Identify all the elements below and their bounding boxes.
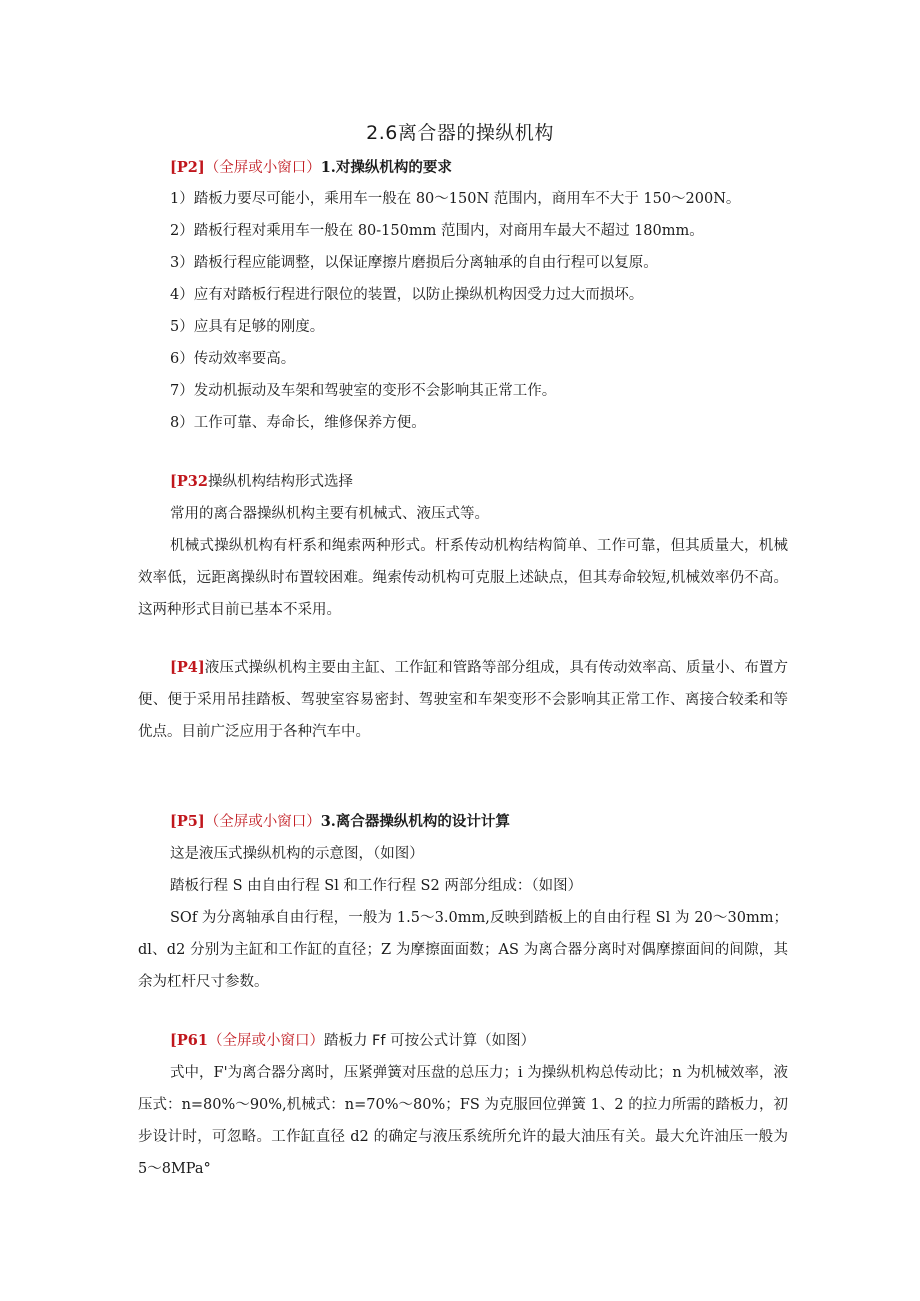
page-title: 2.6离合器的操纵机构 [366,122,554,144]
section1-fullscreen-link[interactable]: （全屏或小窗口） [204,160,321,176]
requirement-item-5: 5）应具有足够的刚度。 [170,319,325,335]
section4-title: 3.离合器操纵机构的设计计算 [320,813,510,830]
requirement-item-6: 6）传动效率要高。 [170,351,296,367]
section4-tag: [P5] [170,813,205,830]
section1-heading [170,158,452,178]
section2-para-1: 常用的离合器操纵机构主要有机械式、液压式等。 [170,506,489,522]
section5-para: 式中，F'为离合器分离时，压紧弹簧对压盘的总压力；i 为操纵机构总传动比；n 为机械效率，液压式：n=80%～90%,机械式：n=70%～80%；FS 为克服回位弹簧 1、2 的拉力所需的踏板力，初步设计时，可忽略。工作缸直径 d2 的确定与液压系统所允许的最大油压有关。最大允许油压一般为 5～8MPa° [138,1065,788,1177]
section1-title: 1.对操纵机构的要求 [320,159,452,176]
section4-line-2: 踏板行程 S 由自由行程 Sl 和工作行程 S2 两部分组成：（如图） [170,878,583,894]
section2-title: 操纵机构结构形式选择 [207,474,353,490]
requirement-item-7: 7）发动机振动及车架和驾驶室的变形不会影响其正常工作。 [170,383,557,399]
section3-para [138,652,788,748]
section4-line-1: 这是液压式操纵机构的示意图，（如图） [170,846,424,862]
requirement-item-1: 1）踏板力要尽可能小，乘用车一般在 80～150N 范围内，商用车不大于 150～200N。 [170,191,741,207]
section5-tag: [P61 [170,1032,208,1049]
section3-text: 液压式操纵机构主要由主缸、工作缸和管路等部分组成，具有传动效率高、质量小、布置方便、便于采用吊挂踏板、驾驶室容易密封、驾驶室和车架变形不会影响其正常工作、离接合较柔和等优点。目前广泛应用于各种汽车中。 [138,660,788,740]
section5-fullscreen-link[interactable]: （全屏或小窗口） [207,1033,324,1049]
section4-heading [170,812,510,832]
section3-tag: [P4] [170,659,205,676]
section4-para: SOf 为分离轴承自由行程，一般为 1.5～3.0mm,反映到踏板上的自由行程 Sl 为 20～30mm；dl、d2 分别为主缸和工作缸的直径；Z 为摩擦面面数；AS 为离合器分离时对偶摩擦面间的间隙，其余为杠杆尺寸参数。 [138,910,788,990]
requirement-item-8: 8）工作可靠、寿命长，维修保养方便。 [170,415,426,431]
section5-title: 踏板力 Ff 可按公式计算（如图） [323,1033,536,1049]
section2-tag: [P32 [170,473,208,490]
requirement-item-2: 2）踏板行程对乘用车一般在 80-150mm 范围内，对商用车最大不超过 180mm。 [170,223,704,239]
section4-fullscreen-link[interactable]: （全屏或小窗口） [204,814,321,830]
requirement-item-3: 3）踏板行程应能调整，以保证摩擦片磨损后分离轴承的自由行程可以复原。 [170,255,658,271]
section1-tag: [P2] [170,159,205,176]
section2-heading [170,472,353,492]
section2-para-2: 机械式操纵机构有杆系和绳索两种形式。杆系传动机构结构简单、工作可靠，但其质量大，机械效率低，远距离操纵时布置较困难。绳索传动机构可克服上述缺点，但其寿命较短,机械效率仍不高。这两种形式目前已基本不采用。 [138,538,788,618]
section5-heading [170,1031,535,1051]
requirement-item-4: 4）应有对踏板行程进行限位的装置，以防止操纵机构因受力过大而损坏。 [170,287,644,303]
